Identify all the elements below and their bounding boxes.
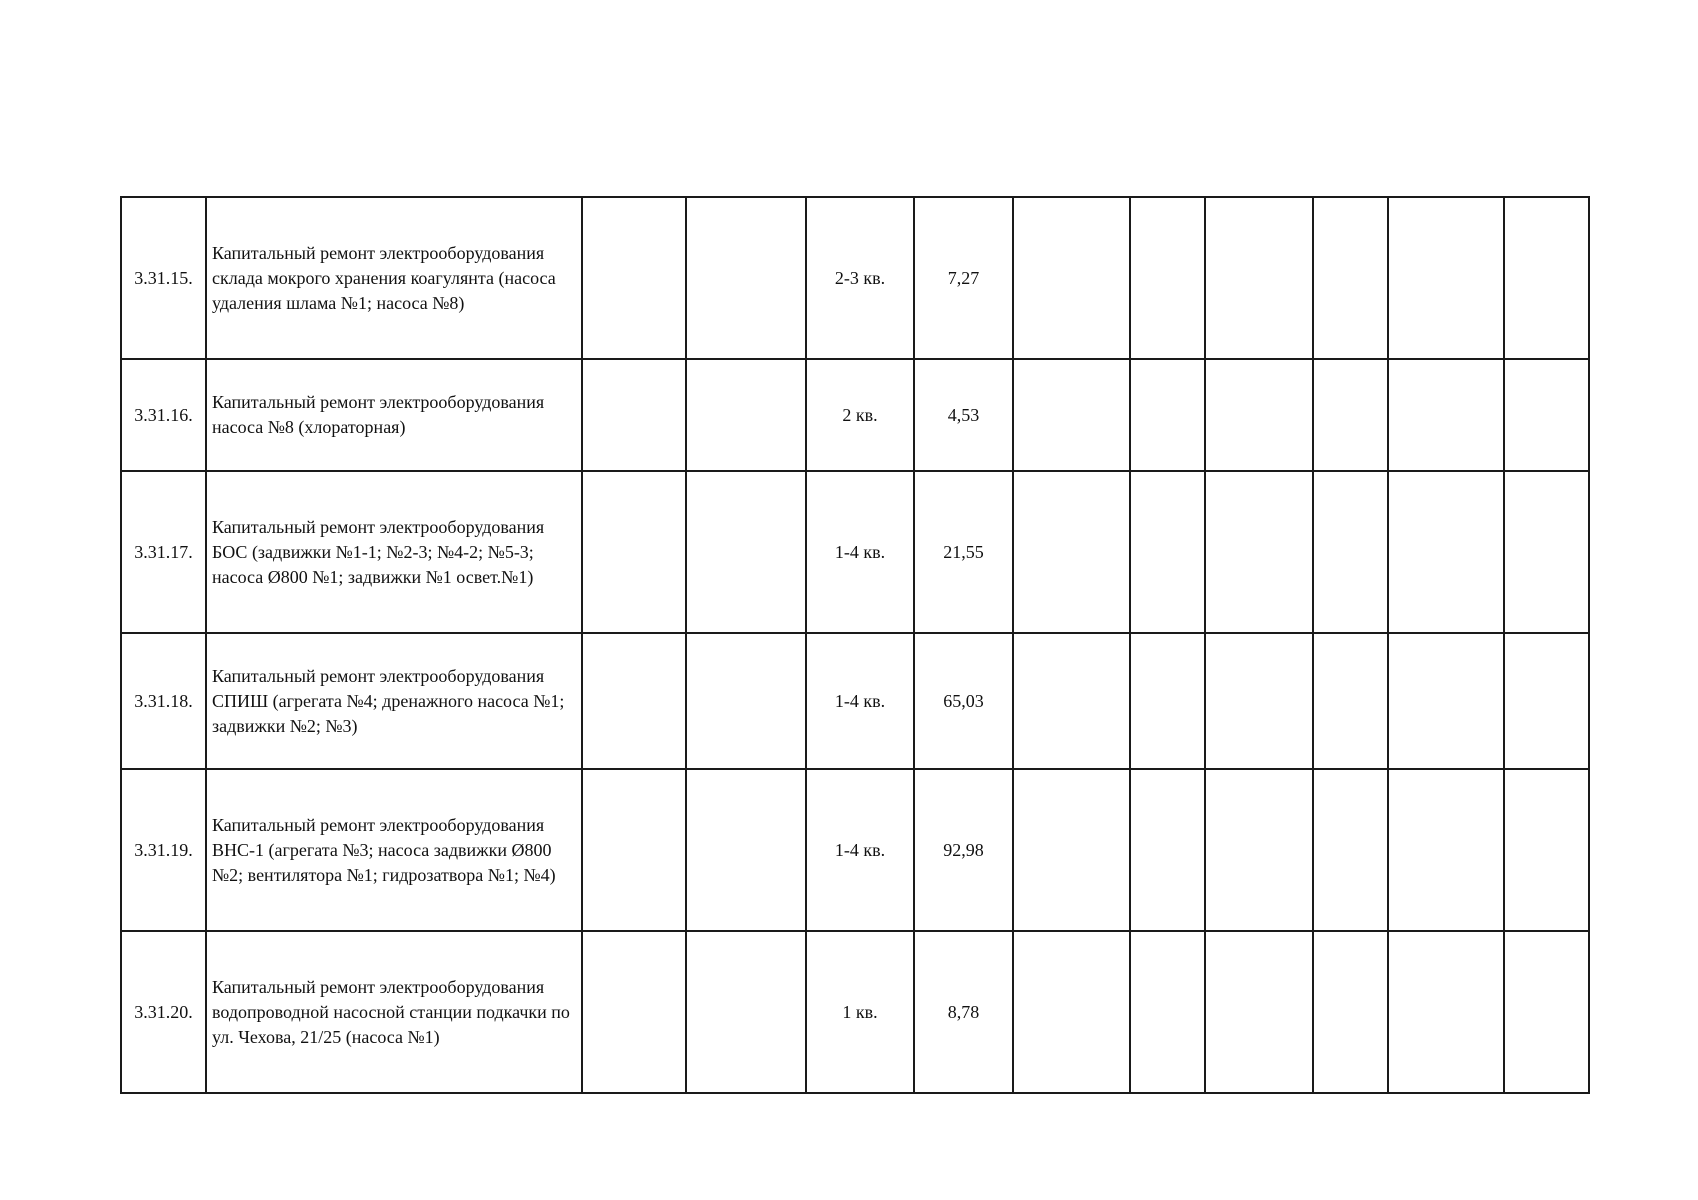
- empty-cell: [1388, 769, 1504, 931]
- table-row: [121, 359, 1589, 471]
- empty-cell: [1504, 471, 1589, 633]
- value-cell: 65,03: [914, 633, 1013, 769]
- empty-cell: [686, 359, 806, 471]
- row-number: 3.31.17.: [121, 471, 206, 633]
- empty-cell: [1388, 471, 1504, 633]
- works-table: [120, 196, 1590, 1094]
- empty-cell: [1013, 359, 1130, 471]
- row-number: 3.31.15.: [121, 197, 206, 359]
- value-cell: 4,53: [914, 359, 1013, 471]
- empty-cell: [1313, 931, 1388, 1093]
- value-cell: 8,78: [914, 931, 1013, 1093]
- work-description: Капитальный ремонт электрооборудования СПИШ (агрегата №4; дренажного насоса №1; задвижки №2; №3): [206, 633, 582, 769]
- empty-cell: [1388, 359, 1504, 471]
- empty-cell: [1013, 769, 1130, 931]
- empty-cell: [1504, 197, 1589, 359]
- empty-cell: [1313, 471, 1388, 633]
- value-cell: 21,55: [914, 471, 1013, 633]
- value-cell: 92,98: [914, 769, 1013, 931]
- table-row: [121, 471, 1589, 633]
- table-row: [121, 197, 1589, 359]
- empty-cell: [1013, 197, 1130, 359]
- empty-cell: [1130, 931, 1205, 1093]
- empty-cell: [582, 931, 686, 1093]
- empty-cell: [1205, 359, 1313, 471]
- empty-cell: [1313, 769, 1388, 931]
- period-cell: 1-4 кв.: [806, 769, 914, 931]
- empty-cell: [582, 471, 686, 633]
- value-cell: 7,27: [914, 197, 1013, 359]
- work-description: Капитальный ремонт электрооборудования склада мокрого хранения коагулянта (насоса удаления шлама №1; насоса №8): [206, 197, 582, 359]
- empty-cell: [1313, 633, 1388, 769]
- table-row: [121, 633, 1589, 769]
- work-description: Капитальный ремонт электрооборудования водопроводной насосной станции подкачки по ул. Чехова, 21/25 (насоса №1): [206, 931, 582, 1093]
- period-cell: 2-3 кв.: [806, 197, 914, 359]
- period-cell: 2 кв.: [806, 359, 914, 471]
- empty-cell: [686, 931, 806, 1093]
- empty-cell: [1504, 359, 1589, 471]
- table-body: [121, 197, 1589, 1093]
- empty-cell: [1504, 769, 1589, 931]
- work-description: Капитальный ремонт электрооборудования БОС (задвижки №1-1; №2-3; №4-2; №5-3; насоса Ø800 №1; задвижки №1 освет.№1): [206, 471, 582, 633]
- empty-cell: [1205, 471, 1313, 633]
- empty-cell: [1013, 633, 1130, 769]
- empty-cell: [1130, 769, 1205, 931]
- work-description: Капитальный ремонт электрооборудования насоса №8 (хлораторная): [206, 359, 582, 471]
- empty-cell: [1130, 471, 1205, 633]
- empty-cell: [686, 769, 806, 931]
- empty-cell: [1388, 633, 1504, 769]
- empty-cell: [686, 471, 806, 633]
- empty-cell: [1205, 633, 1313, 769]
- empty-cell: [686, 633, 806, 769]
- period-cell: 1-4 кв.: [806, 471, 914, 633]
- empty-cell: [1205, 197, 1313, 359]
- table-row: [121, 931, 1589, 1093]
- empty-cell: [1205, 769, 1313, 931]
- empty-cell: [582, 633, 686, 769]
- empty-cell: [1388, 931, 1504, 1093]
- work-description: Капитальный ремонт электрооборудования ВНС-1 (агрегата №3; насоса задвижки Ø800 №2; вентилятора №1; гидрозатвора №1; №4): [206, 769, 582, 931]
- empty-cell: [582, 769, 686, 931]
- empty-cell: [1130, 633, 1205, 769]
- empty-cell: [582, 359, 686, 471]
- empty-cell: [686, 197, 806, 359]
- row-number: 3.31.19.: [121, 769, 206, 931]
- empty-cell: [1313, 359, 1388, 471]
- table-row: [121, 769, 1589, 931]
- empty-cell: [1504, 633, 1589, 769]
- empty-cell: [1130, 359, 1205, 471]
- row-number: 3.31.18.: [121, 633, 206, 769]
- empty-cell: [1013, 931, 1130, 1093]
- empty-cell: [1388, 197, 1504, 359]
- empty-cell: [1130, 197, 1205, 359]
- empty-cell: [1013, 471, 1130, 633]
- empty-cell: [1205, 931, 1313, 1093]
- empty-cell: [1313, 197, 1388, 359]
- period-cell: 1-4 кв.: [806, 633, 914, 769]
- row-number: 3.31.20.: [121, 931, 206, 1093]
- empty-cell: [1504, 931, 1589, 1093]
- period-cell: 1 кв.: [806, 931, 914, 1093]
- empty-cell: [582, 197, 686, 359]
- row-number: 3.31.16.: [121, 359, 206, 471]
